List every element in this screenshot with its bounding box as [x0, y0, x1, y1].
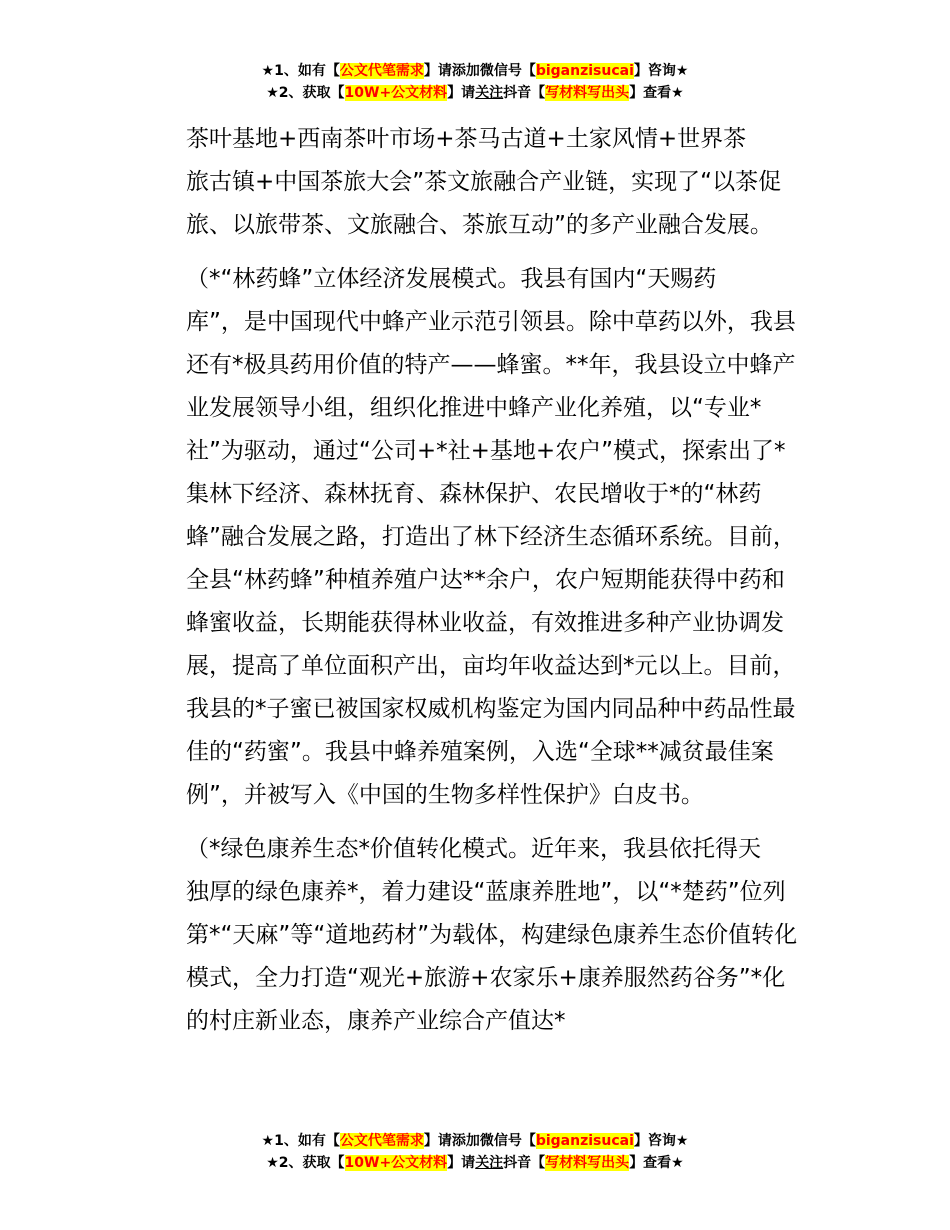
banner-line-1: [0, 60, 950, 82]
footer-banner: [0, 1130, 950, 1174]
banner-emphasis: 添加: [451, 1133, 480, 1149]
banner-text: 】查看★: [629, 1155, 684, 1171]
paragraph-line: 集林下经济、森林抚育、森林保护、农民增收于*的“林药: [186, 481, 762, 507]
banner-line-1: [0, 1130, 950, 1152]
banner-emphasis: 关注: [475, 1155, 504, 1171]
paragraph-line: 社”为驱动，通过“公司+*社+基地+农户”模式，探索出了*: [186, 438, 786, 464]
banner-text: 微信号【: [479, 63, 536, 79]
banner-text: ★2、获取【: [266, 85, 345, 101]
paragraph-line: 旅、以旅带茶、文旅融合、茶旅互动”的多产业融合发展。: [186, 212, 773, 238]
paragraph-line: 例”，并被写入《中国的生物多样性保护》白皮书。: [186, 782, 704, 808]
banner-text: 抖音【: [503, 1155, 546, 1171]
banner-text: 】请: [423, 1133, 452, 1149]
paragraph-line: 茶叶基地+西南茶叶市场+茶马古道+土家风情+世界茶: [186, 126, 747, 152]
banner-text: 】请: [447, 85, 476, 101]
banner-emphasis: 添加: [451, 63, 480, 79]
paragraph-line: 我县的*子蜜已被国家权威机构鉴定为国内同品种中药品性最: [186, 696, 796, 722]
banner-highlight: 10W+公文材料: [344, 85, 448, 101]
paragraph-line: 第*“天麻”等“道地药材”为载体，构建绿色康养生态价值转化: [186, 922, 798, 948]
banner-line-2: [0, 82, 950, 104]
banner-highlight: 10W+公文材料: [344, 1155, 448, 1171]
paragraph-line: 业发展领导小组，组织化推进中蜂产业化养殖，以“专业*: [186, 395, 762, 421]
banner-text: 】请: [423, 63, 452, 79]
banner-text: 】咨询★: [633, 1133, 689, 1149]
paragraph-line: 库”，是中国现代中蜂产业示范引领县。除中草药以外，我县: [186, 309, 796, 335]
paragraph-line: 旅古镇+中国茶旅大会”茶文旅融合产业链，实现了“以茶促: [186, 169, 782, 195]
paragraph-line: （*“林药蜂”立体经济发展模式。我县有国内“天赐药: [186, 266, 717, 292]
paragraph-line: 模式，全力打造“观光+旅游+农家乐+康养服然药谷务”*化: [186, 965, 786, 991]
banner-text: 】查看★: [629, 85, 684, 101]
paragraph: [140, 118, 815, 247]
banner-text: 】咨询★: [633, 63, 689, 79]
paragraph-line: 蜂”融合发展之路，打造出了林下经济生态循环系统。目前，: [186, 524, 796, 550]
paragraph-line: （*绿色康养生态*价值转化模式。近年来，我县依托得天: [186, 836, 761, 862]
paragraph: [140, 828, 815, 1043]
banner-text: 】请: [447, 1155, 476, 1171]
banner-highlight: biganzisucai: [535, 63, 634, 79]
document-body: [140, 118, 815, 1054]
header-banner: [0, 60, 950, 104]
paragraph: [140, 258, 815, 817]
banner-text: 微信号【: [479, 1133, 536, 1149]
banner-highlight: 写材料写出头: [545, 85, 630, 101]
banner-text: 抖音【: [503, 85, 546, 101]
banner-line-2: [0, 1152, 950, 1174]
paragraph-line: 独厚的绿色康养*，着力建设“蓝康养胜地”，以“*楚药”位列: [186, 879, 786, 905]
banner-highlight: biganzisucai: [535, 1133, 634, 1149]
banner-highlight: 公文代笔需求: [339, 1133, 424, 1149]
paragraph-line: 还有*极具药用价值的特产——蜂蜜。**年，我县设立中蜂产: [186, 352, 796, 378]
banner-text: ★2、获取【: [266, 1155, 345, 1171]
banner-highlight: 写材料写出头: [545, 1155, 630, 1171]
paragraph-line: 全县“林药蜂”种植养殖户达**余户，农户短期能获得中药和: [186, 567, 785, 593]
banner-emphasis: 关注: [475, 85, 504, 101]
banner-text: ★1、如有【: [261, 63, 340, 79]
paragraph-line: 展，提高了单位面积产出，亩均年收益达到*元以上。目前，: [186, 653, 796, 679]
paragraph-line: 的村庄新业态，康养产业综合产值达*: [186, 1008, 566, 1034]
paragraph-line: 蜂蜜收益，长期能获得林业收益，有效推进多种产业协调发: [186, 610, 784, 636]
paragraph-line: 佳的“药蜜”。我县中蜂养殖案例，入选“全球**减贫最佳案: [186, 739, 774, 765]
banner-text: ★1、如有【: [261, 1133, 340, 1149]
banner-highlight: 公文代笔需求: [339, 63, 424, 79]
